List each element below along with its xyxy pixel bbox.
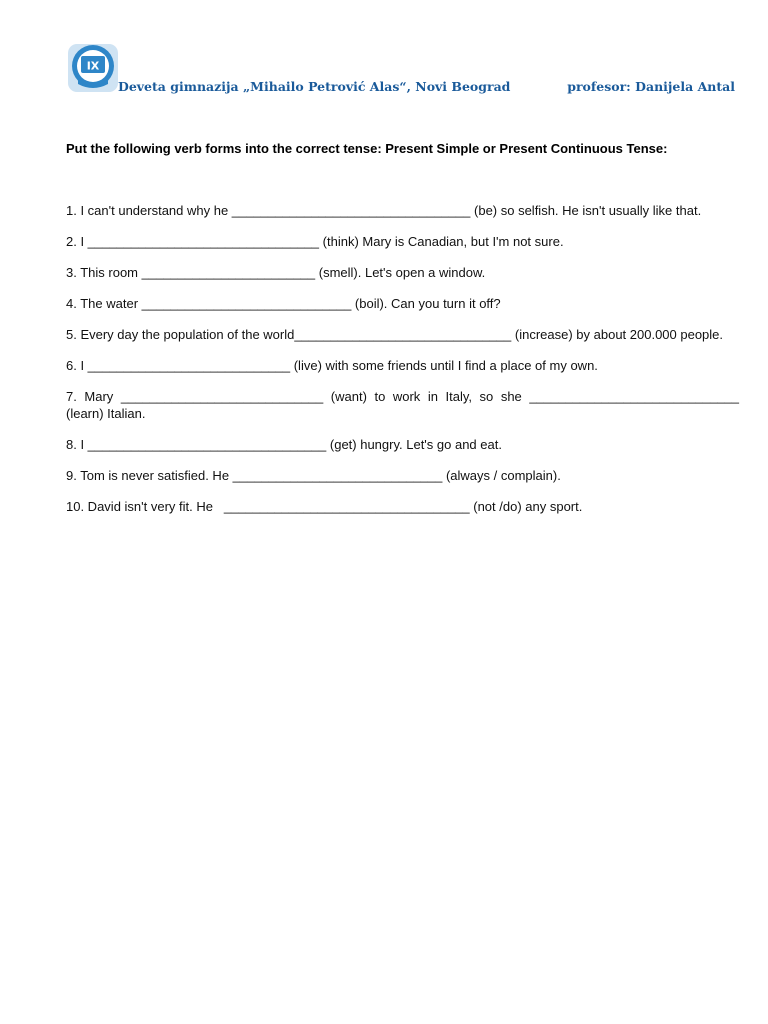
exercise-list: [66, 202, 739, 529]
school-name: Deveta gimnazija „Mihailo Petrović Alas“, Novi Beograd: [118, 79, 511, 94]
exercise-item-1: 1. I can't understand why he _________________________________ (be) so selfish. He isn't usually like that.: [66, 203, 702, 218]
exercise-item-2: 2. I ________________________________ (think) Mary is Canadian, but I'm not sure.: [66, 234, 564, 249]
logo-text: IX: [86, 59, 100, 73]
exercise-item-4: 4. The water _____________________________ (boil). Can you turn it off?: [66, 296, 501, 311]
exercise-item-8: 8. I _________________________________ (get) hungry. Let's go and eat.: [66, 437, 502, 452]
exercise-item-5: 5. Every day the population of the world______________________________ (increase) by about 200.000 people.: [66, 327, 724, 342]
exercise-item-7: 7. Mary ____________________________ (want) to work in Italy, so she _____________________________ (learn) Italian.: [66, 389, 739, 421]
school-logo-icon: [66, 42, 120, 94]
instructions-heading: Put the following verb forms into the correct tense: Present Simple or Present Continuous Tense:: [66, 141, 668, 156]
exercise-item-3: 3. This room ________________________ (smell). Let's open a window.: [66, 265, 486, 280]
exercise-item-6: 6. I ____________________________ (live) with some friends until I find a place of my own.: [66, 358, 598, 373]
exercise-item-10: 10. David isn't very fit. He __________________________________ (not /do) any sport.: [66, 499, 583, 514]
exercise-item-9: 9. Tom is never satisfied. He _____________________________ (always / complain).: [66, 468, 561, 483]
teacher-name: profesor: Danijela Antal: [567, 79, 735, 94]
